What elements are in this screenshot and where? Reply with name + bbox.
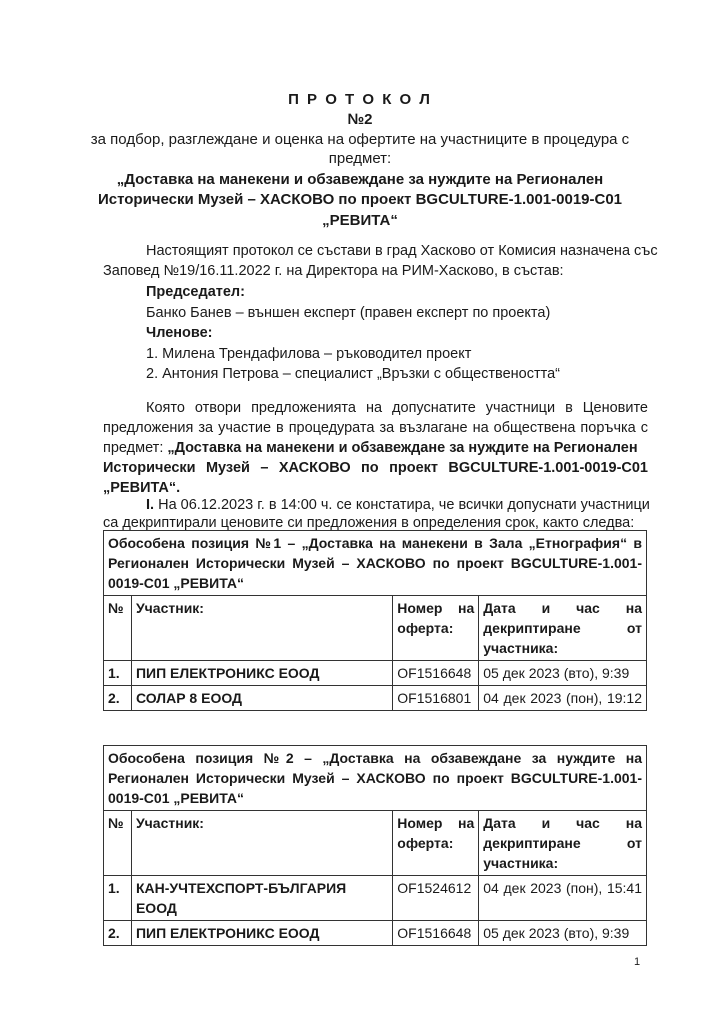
table-row <box>104 921 647 946</box>
protocol-number: №2 <box>347 111 373 128</box>
para2-line-1: Която отвори предложенията на допуснатите участници в Ценовите <box>146 400 648 416</box>
participant-name: СОЛАР 8 ЕООД <box>131 686 392 711</box>
col-header-offer: Номер на оферта: <box>393 596 479 661</box>
lot-1-table <box>103 530 647 711</box>
row-number: 2. <box>104 686 132 711</box>
col-header-participant: Участник: <box>131 811 392 876</box>
offer-number: OF1524612 <box>393 876 479 921</box>
col-header-participant: Участник: <box>131 596 392 661</box>
lot-2-title: Обособена позиция №2 – „Доставка на обзавеждане за нуждите на Регионален Исторически Музей – ХАСКОВО по проект BGCULTURE-1.001-0019-C01 „РЕВИТА“ <box>104 746 647 811</box>
table-header-row <box>104 811 647 876</box>
intro-line-1: Настоящият протокол се състави в град Хасково от Комисия назначена със <box>146 243 658 259</box>
table-row <box>104 661 647 686</box>
subject-line-1: „Доставка на манекени и обзавеждане за нуждите на Регионален <box>116 171 604 188</box>
participant-name: КАН-УЧТЕХСПОРТ-БЪЛГАРИЯ ЕООД <box>131 876 392 921</box>
page-number: 1 <box>634 956 641 968</box>
decryption-date: 04 дек 2023 (пон), 15:41 <box>479 876 647 921</box>
decryption-date: 05 дек 2023 (вто), 9:39 <box>479 921 647 946</box>
para2-line-3-prefix: предмет: <box>103 440 168 456</box>
table-row <box>104 876 647 921</box>
decryption-date: 04 дек 2023 (пон), 19:12 <box>479 686 647 711</box>
para2-line-2: предложения за участие в процедурата за възлагане на обществена поръчка с <box>103 420 648 436</box>
member-item: 1. Милена Трендафилова – ръководител проект <box>146 346 472 362</box>
table-row <box>104 686 647 711</box>
participant-name: ПИП ЕЛЕКТРОНИКС ЕООД <box>131 921 392 946</box>
section-1-text: На 06.12.2023 г. в 14:00 ч. се констатира, че всички допуснати участници <box>158 497 650 513</box>
subject-line-2: Исторически Музей – ХАСКОВО по проект BGCULTURE-1.001-0019-C01 <box>97 191 623 208</box>
table-header-row <box>104 596 647 661</box>
section-1-line-2: са декриптирали ценовите си предложения в определения срок, както следва: <box>103 515 635 531</box>
col-header-date: Дата и час на декриптиране от участника: <box>479 811 647 876</box>
section-roman-numeral: I. <box>146 497 155 513</box>
intro-line-2: Заповед №19/16.11.2022 г. на Директора на РИМ-Хасково, в състав: <box>103 263 564 279</box>
para2-line-5: „РЕВИТА“. <box>103 480 181 496</box>
offer-number: OF1516648 <box>393 921 479 946</box>
participant-name: ПИП ЕЛЕКТРОНИКС ЕООД <box>131 661 392 686</box>
decryption-date: 05 дек 2023 (вто), 9:39 <box>479 661 647 686</box>
members-label: Членове: <box>146 325 213 341</box>
row-number: 1. <box>104 661 132 686</box>
document-title: П Р О Т О К О Л <box>288 91 432 108</box>
subject-line-3: „РЕВИТА“ <box>322 212 398 229</box>
col-header-number: № <box>104 811 132 876</box>
member-item: 2. Антония Петрова – специалист „Връзки с обществеността“ <box>146 366 561 382</box>
offer-number: OF1516648 <box>393 661 479 686</box>
lot-2-table <box>103 745 647 946</box>
offer-number: OF1516801 <box>393 686 479 711</box>
chairman-label: Председател: <box>146 284 245 300</box>
chairman-name: Банко Банев – външен експерт (правен експерт по проекта) <box>146 305 551 321</box>
col-header-date: Дата и час на декриптиране от участника: <box>479 596 647 661</box>
row-number: 2. <box>104 921 132 946</box>
section-1-line-1 <box>146 497 650 513</box>
subtitle-line-2: предмет: <box>328 150 392 167</box>
row-number: 1. <box>104 876 132 921</box>
para2-line-4: Исторически Музей – ХАСКОВО по проект BGCULTURE-1.001-0019-C01 <box>103 460 648 476</box>
para2-line-3 <box>103 440 638 456</box>
col-header-number: № <box>104 596 132 661</box>
col-header-offer: Номер на оферта: <box>393 811 479 876</box>
lot-1-title: Обособена позиция №1 – „Доставка на манекени в Зала „Етнография“ в Регионален Исторически Музей – ХАСКОВО по проект BGCULTURE-1.001-0019-C01 „РЕВИТА“ <box>104 531 647 596</box>
subtitle-line-1: за подбор, разглеждане и оценка на офертите на участниците в процедура с <box>90 131 630 148</box>
para2-line-3-subject: „Доставка на манекени и обзавеждане за нуждите на Регионален <box>167 440 638 456</box>
